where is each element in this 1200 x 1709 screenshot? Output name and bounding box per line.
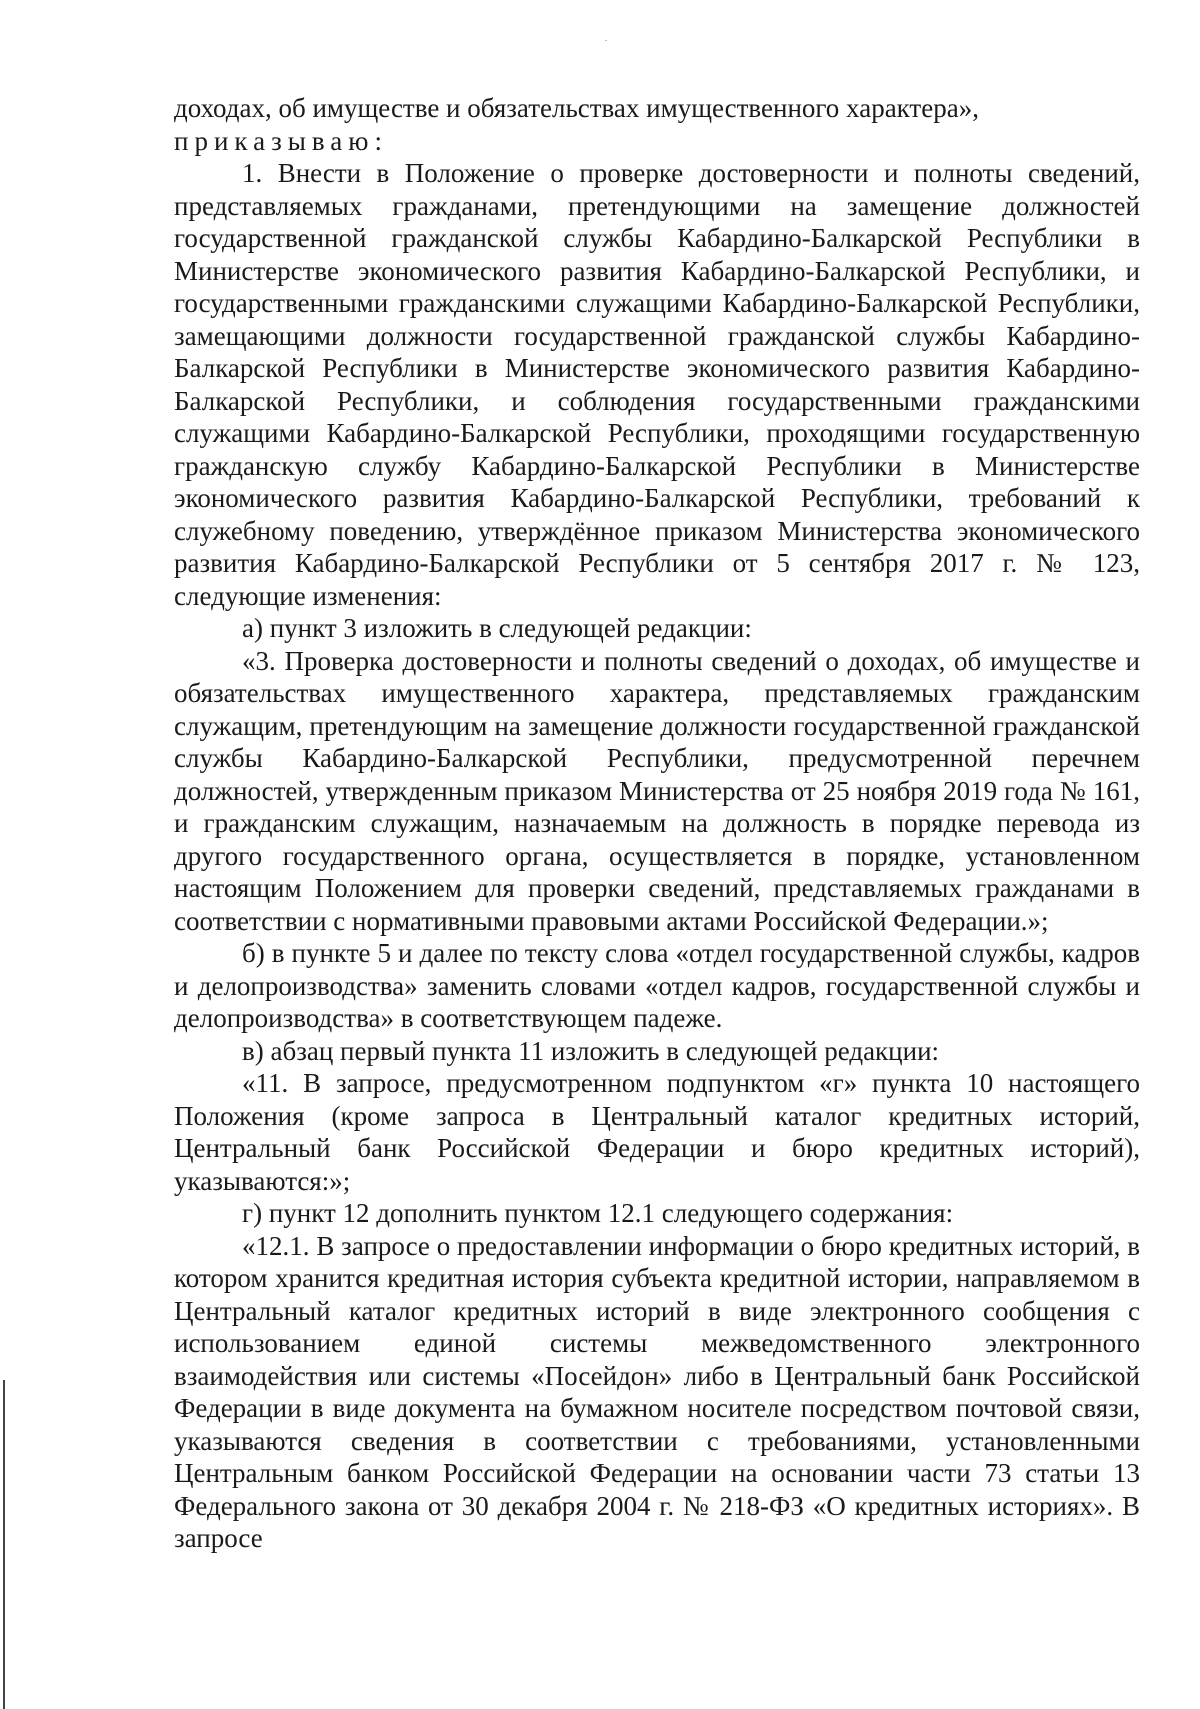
document-body: [174, 92, 1140, 1555]
scan-edge-line: [3, 1380, 5, 1709]
paragraph-quote-12-1: «12.1. В запросе о предоставлении информации о бюро кредитных историй, в котором хранится кредитная история субъекта кредитной истории, направляемом в Центральный каталог кредитных историй в виде электронного сообщения с использованием единой системы межведомственного электронного взаимодействия или системы «Посейдон» либо в Центральный банк Российской Федерации в виде документа на бумажном носителе посредством почтовой связи, указываются сведения в соответствии с требованиями, установленными Центральным банком Российской Федерации на основании части 73 статьи 13 Федерального закона от 30 декабря 2004 г. № 218-ФЗ «О кредитных историях». В запросе: [174, 1230, 1140, 1553]
paragraph-intro: [174, 92, 1140, 157]
intro-text: доходах, об имуществе и обязательствах имущественного характера»,: [174, 93, 979, 123]
paragraph-subitem-b: б) в пункте 5 и далее по тексту слова «отдел государственной службы, кадров и делопроизводства» заменить словами «отдел кадров, государственной службы и делопроизводства» в соответствующем падеже.: [174, 938, 1140, 1033]
paragraph-quote-3: «3. Проверка достоверности и полноты сведений о доходах, об имуществе и обязательствах имущественного характера, представляемых гражданским служащим, претендующим на замещение должности государственной гражданской службы Кабардино-Балкарской Республики, предусмотренной перечнем должностей, утвержденным приказом Министерства от 25 ноября 2019 года № 161, и гражданским служащим, назначаемым на должность в порядке перевода из другого государственного органа, осуществляется в порядке, установленном настоящим Положением для проверки сведений, представляемых гражданами в соответствии с нормативными правовыми актами Российской Федерации.»;: [174, 645, 1140, 936]
scan-artifact: [605, 40, 607, 41]
order-word: приказываю:: [174, 125, 388, 156]
paragraph-quote-11: «11. В запросе, предусмотренном подпунктом «г» пункта 10 настоящего Положения (кроме запроса в Центральный каталог кредитных историй, Центральный банк Российской Федерации и бюро кредитных историй), указываются:»;: [174, 1068, 1140, 1196]
paragraph-subitem-a: а) пункт 3 изложить в следующей редакции:: [242, 613, 752, 643]
paragraph-subitem-v: в) абзац первый пункта 11 изложить в следующей редакции:: [242, 1035, 940, 1066]
paragraph-item-1: 1. Внести в Положение о проверке достоверности и полноты сведений, представляемых гражданами, претендующими на замещение должностей государственной гражданской службы Кабардино-Балкарской Республики в Министерстве экономического развития Кабардино-Балкарской Республики, и государственными гражданскими служащими Кабардино-Балкарской Республики, замещающими должности государственной гражданской службы Кабардино-Балкарской Республики в Министерстве экономического развития Кабардино-Балкарской Республики, и соблюдения государственными гражданскими служащими Кабардино-Балкарской Республики, проходящими государственную гражданскую службу Кабардино-Балкарской Республики в Министерстве экономического развития Кабардино-Балкарской Республики, требований к служебному поведению, утверждённое приказом Министерства экономического развития Кабардино-Балкарской Республики от 5 сентября 2017 г. № 123, следующие изменения:: [174, 158, 1140, 611]
paragraph-subitem-g: г) пункт 12 дополнить пунктом 12.1 следующего содержания:: [242, 1198, 954, 1228]
